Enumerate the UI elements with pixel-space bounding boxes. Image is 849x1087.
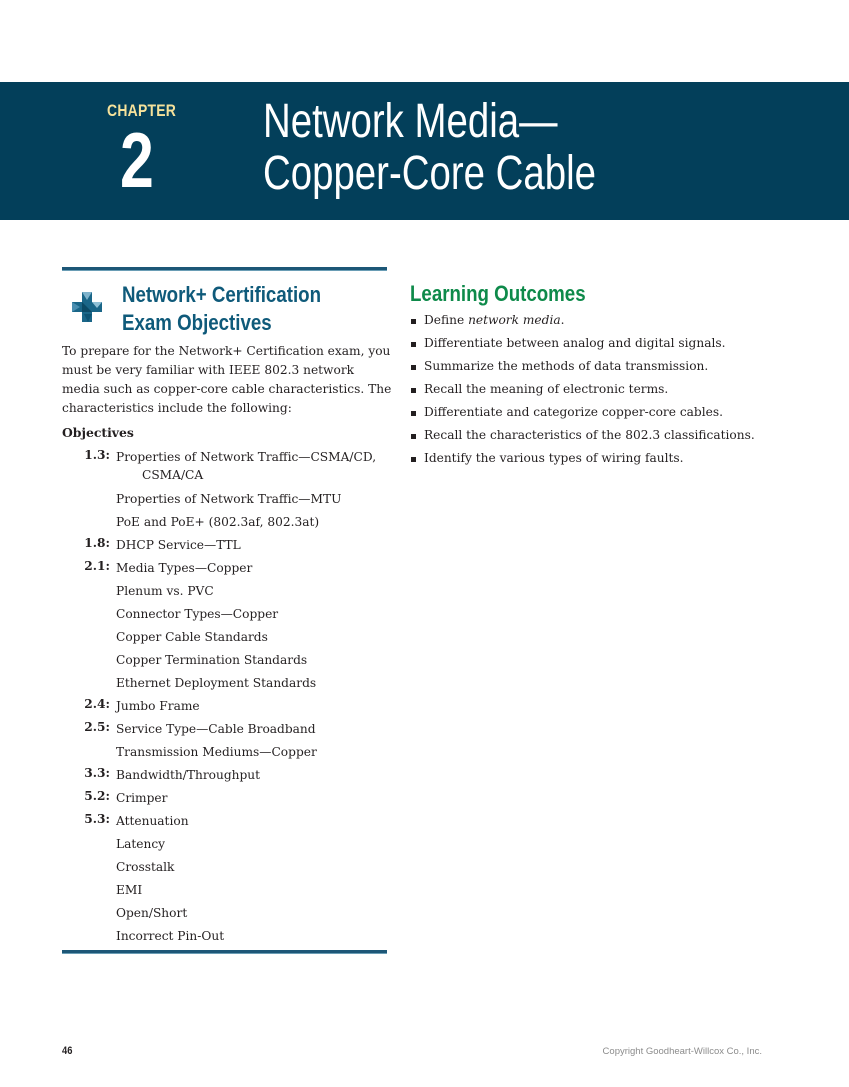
learning-outcome-item xyxy=(410,382,810,405)
objective-text-line: Properties of Network Traffic—CSMA/CD, xyxy=(116,450,377,464)
objective-text: Ethernet Deployment Standards xyxy=(116,676,317,690)
square-bullet-icon xyxy=(411,388,416,393)
certification-heading-line1: Network+ Certification xyxy=(122,282,321,307)
learning-outcome-item xyxy=(410,451,810,474)
chapter-title-line2: Copper-Core Cable xyxy=(263,147,596,200)
certification-intro: To prepare for the Network+ Certification exam, you must be very familiar with IEEE 802.3 network media such as copper-core cable characteristics. The characteristics include the following: xyxy=(62,344,392,415)
square-bullet-icon xyxy=(411,434,416,439)
objective-code: 1.8: xyxy=(84,536,110,550)
objective-text: Bandwidth/Throughput xyxy=(116,768,261,782)
objective-item xyxy=(62,490,392,513)
outcome-text: Summarize the methods of data transmission. xyxy=(424,359,709,373)
objective-text: Open/Short xyxy=(116,906,188,920)
learning-outcomes-list xyxy=(410,313,810,474)
objective-item xyxy=(62,766,392,789)
objective-text: Service Type—Cable Broadband xyxy=(116,722,316,736)
objective-text xyxy=(116,448,376,484)
square-bullet-icon xyxy=(411,365,416,370)
outcome-emphasis: network media xyxy=(468,313,561,327)
outcome-suffix: . xyxy=(560,313,565,327)
objective-text: Attenuation xyxy=(116,814,189,828)
chapter-number: 2 xyxy=(120,116,154,204)
objective-item xyxy=(62,858,392,881)
learning-outcome-item xyxy=(410,313,810,336)
objective-item xyxy=(62,513,392,536)
objective-item xyxy=(62,904,392,927)
plus-cross-icon xyxy=(72,292,102,322)
outcome-text: Identify the various types of wiring faults. xyxy=(424,451,684,465)
square-bullet-icon xyxy=(411,411,416,416)
learning-outcome-item xyxy=(410,428,810,451)
learning-outcome-item xyxy=(410,336,810,359)
learning-outcome-item xyxy=(410,359,810,382)
objective-item xyxy=(62,628,392,651)
certification-heading xyxy=(122,281,321,337)
objective-text: Jumbo Frame xyxy=(116,699,200,713)
page-number: 46 xyxy=(62,1045,73,1057)
outcome-text: Recall the characteristics of the 802.3 classifications. xyxy=(424,428,755,442)
objective-code: 2.5: xyxy=(84,720,110,734)
square-bullet-icon xyxy=(411,457,416,462)
objective-item xyxy=(62,743,392,766)
objectives-heading: Objectives xyxy=(62,425,134,440)
objective-text: PoE and PoE+ (802.3af, 802.3at) xyxy=(116,515,320,529)
learning-outcome-item xyxy=(410,405,810,428)
objective-text: Latency xyxy=(116,837,166,851)
objective-text: Crimper xyxy=(116,791,168,805)
square-bullet-icon xyxy=(411,319,416,324)
objective-text: EMI xyxy=(116,883,143,897)
objective-item xyxy=(62,697,392,720)
objective-text: Plenum vs. PVC xyxy=(116,584,214,598)
objective-item xyxy=(62,559,392,582)
objective-item xyxy=(62,835,392,858)
objective-item xyxy=(62,674,392,697)
objective-item xyxy=(62,812,392,835)
objective-text: Media Types—Copper xyxy=(116,561,253,575)
chapter-label: CHAPTER xyxy=(107,101,177,120)
objective-item xyxy=(62,927,392,950)
objective-text: DHCP Service—TTL xyxy=(116,538,241,552)
objective-item xyxy=(62,789,392,812)
objective-code: 2.4: xyxy=(84,697,110,711)
objective-item xyxy=(62,651,392,674)
section-bottom-rule xyxy=(62,950,387,954)
outcome-text: Differentiate between analog and digital signals. xyxy=(424,336,726,350)
objective-text: Properties of Network Traffic—MTU xyxy=(116,492,342,506)
certification-heading-line2: Exam Objectives xyxy=(122,310,272,335)
objective-item xyxy=(62,582,392,605)
objectives-list xyxy=(62,448,392,950)
objective-code: 1.3: xyxy=(84,448,110,462)
objective-text: Incorrect Pin-Out xyxy=(116,929,225,943)
objective-text-continuation: CSMA/CA xyxy=(142,468,204,482)
objective-item xyxy=(62,605,392,628)
outcome-text: Recall the meaning of electronic terms. xyxy=(424,382,669,396)
objective-item xyxy=(62,448,392,490)
objective-text: Transmission Mediums—Copper xyxy=(116,745,317,759)
objective-text: Crosstalk xyxy=(116,860,175,874)
square-bullet-icon xyxy=(411,342,416,347)
outcome-text: Differentiate and categorize copper-core cables. xyxy=(424,405,723,419)
objective-text: Copper Termination Standards xyxy=(116,653,308,667)
objective-code: 3.3: xyxy=(84,766,110,780)
objective-text: Connector Types—Copper xyxy=(116,607,279,621)
learning-outcomes-heading: Learning Outcomes xyxy=(410,281,586,306)
objective-text: Copper Cable Standards xyxy=(116,630,268,644)
section-top-rule xyxy=(62,267,387,271)
objective-item xyxy=(62,536,392,559)
objective-code: 5.2: xyxy=(84,789,110,803)
outcome-text: Define xyxy=(424,313,469,327)
objective-code: 5.3: xyxy=(84,812,110,826)
objective-item xyxy=(62,881,392,904)
chapter-title xyxy=(263,96,596,200)
chapter-title-line1: Network Media— xyxy=(263,95,558,148)
copyright-notice: Copyright Goodheart-Willcox Co., Inc. xyxy=(602,1046,762,1057)
objective-item xyxy=(62,720,392,743)
objective-code: 2.1: xyxy=(84,559,110,573)
